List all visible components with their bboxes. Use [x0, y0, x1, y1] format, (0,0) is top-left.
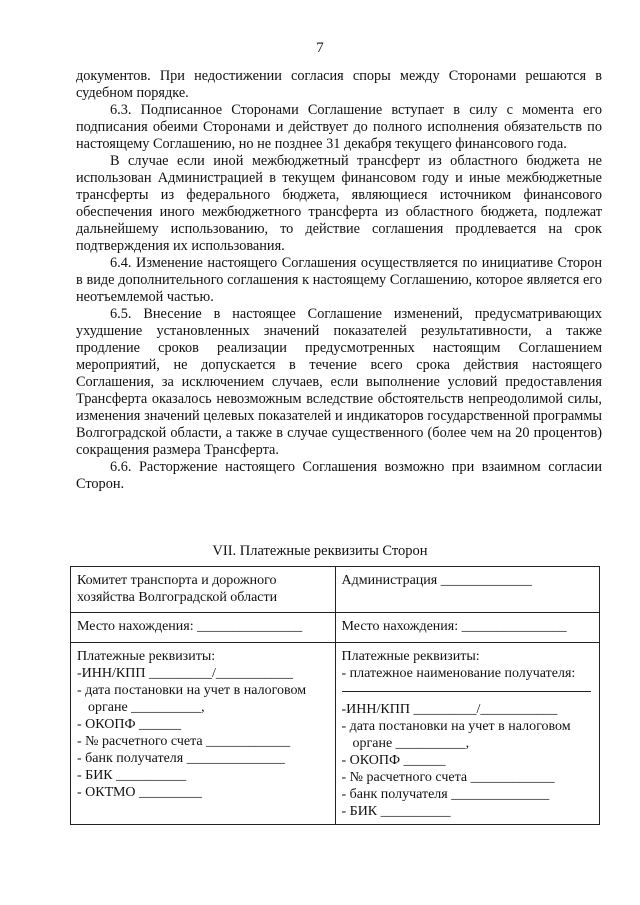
right-requisite-line: - платежное наименование получателя: — [341, 666, 576, 681]
paragraph-6-4: 6.4. Изменение настоящего Соглашения осуществляется по инициативе Сторон в виде дополнительного соглашения к настоящему Соглашению, которое является его неотъемлемой частью. — [76, 255, 602, 305]
table-row-requisites — [71, 643, 600, 825]
right-party-name: Администрация _____________ — [341, 573, 532, 588]
left-requisite-line: органе __________, — [88, 700, 205, 715]
payment-requisites-table — [70, 566, 600, 825]
recipient-name-blank — [342, 682, 592, 692]
left-requisite-line: Платежные реквизиты: — [77, 649, 216, 664]
right-requisite-line: - банк получателя ______________ — [341, 787, 550, 802]
paragraph-6-6: 6.6. Расторжение настоящего Соглашения возможно при взаимном согласии Сторон. — [76, 459, 602, 492]
right-requisites-cell — [335, 643, 600, 825]
left-requisite-line: - банк получателя ______________ — [77, 751, 285, 766]
left-requisite-line: - ОКТМО _________ — [77, 785, 203, 800]
section-title: VII. Платежные реквизиты Сторон — [212, 543, 428, 559]
left-party-name-cell — [71, 567, 336, 613]
agreement-body-text — [76, 68, 602, 493]
right-requisite-line: - ОКОПФ ______ — [341, 753, 446, 768]
right-requisite-line: - № расчетного счета ____________ — [341, 770, 555, 785]
left-requisites-cell — [71, 643, 336, 825]
paragraph-6-3: 6.3. Подписанное Сторонами Соглашение вступает в силу с момента его подписания обеими Сторонами и действует до полного исполнения обязательств по настоящему Соглашению, но не позднее 31 декабря текущего финансового года. — [76, 102, 602, 152]
table-row-header — [71, 567, 600, 613]
right-requisite-line: - БИК __________ — [341, 804, 451, 819]
right-location: Место нахождения: _______________ — [341, 619, 567, 634]
right-requisite-line: - дата постановки на учет в налоговом — [341, 719, 571, 734]
left-requisite-line: -ИНН/КПП _________/___________ — [77, 666, 293, 681]
right-party-name-cell — [335, 567, 600, 613]
right-requisite-line: -ИНН/КПП _________/___________ — [341, 702, 558, 717]
paragraph-disputes: документов. При недостижении согласия споры между Сторонами решаются в судебном порядке. — [76, 68, 602, 101]
page-number: 7 — [316, 40, 324, 56]
left-requisite-line: - ОКОПФ ______ — [77, 717, 182, 732]
left-requisite-line: - № расчетного счета ____________ — [77, 734, 291, 749]
left-party-name: Комитет транспорта и дорожного хозяйства Волгоградской области — [77, 573, 278, 605]
right-location-cell — [335, 613, 600, 643]
left-location-cell — [71, 613, 336, 643]
right-requisite-line: органе __________, — [352, 736, 470, 751]
paragraph-unused-transfer: В случае если иной межбюджетный трансферт из областного бюджета не использован Администрацией в текущем финансовом году и иные межбюджетные трансферты из федерального бюджета, являющиеся источником финансового обеспечения иного межбюджетного трансферта из областного бюджета, подлежат дальнейшему использованию, то действие соглашения продлевается на срок подтверждения их использования. — [76, 153, 602, 254]
right-requisite-line: Платежные реквизиты: — [341, 649, 480, 664]
left-location: Место нахождения: _______________ — [77, 619, 303, 634]
left-requisite-line: - БИК __________ — [77, 768, 187, 783]
table-row-location — [71, 613, 600, 643]
left-requisite-line: - дата постановки на учет в налоговом — [77, 683, 307, 698]
paragraph-6-5: 6.5. Внесение в настоящее Соглашение изменений, предусматривающих ухудшение установленных значений показателей результативности, а также продление сроков реализации предусмотренных настоящим Соглашением мероприятий, не допускается в течение всего срока действия настоящего Соглашения, за исключением случаев, если выполнение условий предоставления Трансферта оказалось невозможным вследствие обстоятельств непреодолимой силы, изменения значений целевых показателей и индикаторов государственной программы Волгоградской области, а также в случае существенного (более чем на 20 процентов) сокращения размера Трансферта. — [76, 306, 602, 458]
